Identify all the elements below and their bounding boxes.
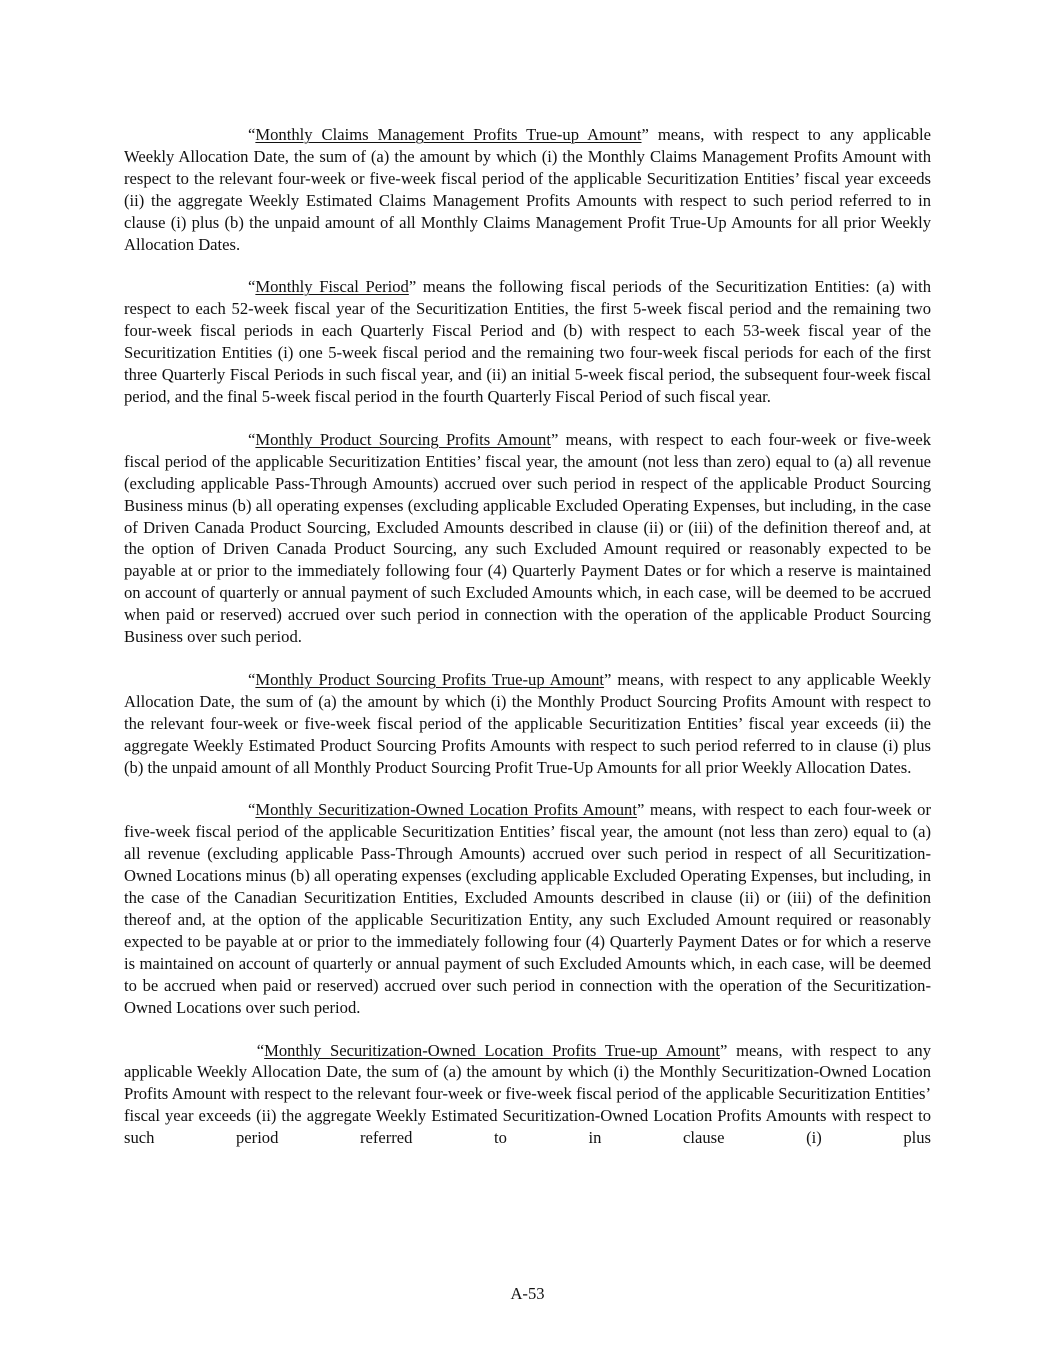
open-quote: “	[248, 1040, 265, 1060]
definition-paragraph	[124, 429, 931, 648]
definition-text: ” means, with respect to any applicable Weekly Allocation Date, the sum of (a) the amount by which (i) the Monthly Claims Management Profits Amount with respect to the relevant four-week or five-week fiscal period of the applicable Securitization Entities’ fiscal year exceeds (ii) the aggregate Weekly Estimated Claims Management Profits Amounts with respect to such period referred to in clause (i) plus (b) the unpaid amount of all Monthly Claims Management Profit True-Up Amounts for all prior Weekly Allocation Dates.	[124, 125, 931, 254]
defined-term: Monthly Securitization-Owned Location Profits Amount	[255, 800, 637, 820]
open-quote: “	[248, 669, 256, 689]
page-number: A-53	[510, 1284, 545, 1303]
defined-term: Monthly Claims Management Profits True-up Amount	[255, 125, 642, 144]
open-quote: “	[248, 429, 256, 449]
definition-text: ” means, with respect to each four-week or five-week fiscal period of the applicable Securitization Entities’ fiscal year, the amount (not less than zero) equal to (a) all revenue (excluding applicable Pass-Through Amounts) accrued over such period in respect of all Securitization-Owned Locations minus (b) all operating expenses (excluding applicable Excluded Operating Expenses, but including, in the case of the Canadian Securitization Entities, Excluded Amounts described in clause (ii) or (iii) of the definition thereof and, at the option of the applicable Securitization Entity, any such Excluded Amount required or reasonably expected to be payable at or prior to the immediately following four (4) Quarterly Payment Dates or for which a reserve is maintained on account of quarterly or annual payment of such Excluded Amounts which, in each case, will be deemed to be accrued when paid or reserved) accrued over such period in connection with the operation of the Securitization-Owned Locations over such period.	[124, 800, 932, 1017]
definition-paragraph	[124, 669, 931, 779]
defined-term: Monthly Securitization-Owned Location Profits True-up Amount	[264, 1040, 720, 1060]
definition-text: ” means, with respect to each four-week or five-week fiscal period of the applicable Securitization Entities’ fiscal year, the amount (not less than zero) equal to (a) all revenue (excluding applicable Pass-Through Amounts) accrued over such period in respect of the applicable Product Sourcing Business minus (b) all operating expenses (excluding applicable Excluded Operating Expenses, but including, in the case of Driven Canada Product Sourcing, Excluded Amounts described in clause (ii) or (iii) of the definition thereof and, at the option of Driven Canada Product Sourcing, any such Excluded Amount required or reasonably expected to be payable at or prior to the immediately following four (4) Quarterly Payment Dates or for which a reserve is maintained on account of quarterly or annual payment of such Excluded Amounts which, in each case, will be deemed to be accrued when paid or reserved) accrued over such period in connection with the operation of the applicable Product Sourcing Business over such period.	[124, 429, 931, 647]
definition-paragraph	[124, 799, 931, 1018]
definition-text: ” means, with respect to any applicable Weekly Allocation Date, the sum of (a) the amount by which (i) the Monthly Product Sourcing Profits Amount with respect to the relevant four-week or five-week fiscal period of the applicable Securitization Entities’ fiscal year exceeds (ii) the aggregate Weekly Estimated Product Sourcing Profits Amounts with respect to such period referred to in clause (i) plus (b) the unpaid amount of all Monthly Product Sourcing Profit True-Up Amounts for all prior Weekly Allocation Dates.	[124, 669, 931, 777]
definition-paragraph	[124, 276, 931, 407]
open-quote: “	[248, 125, 256, 144]
definition-paragraph	[124, 124, 931, 255]
document-body	[124, 124, 931, 1170]
definition-text: ” means, with respect to any applicable Weekly Allocation Date, the sum of (a) the amount by which (i) the Monthly Securitization-Owned Location Profits Amount with respect to the relevant four-week or five-week fiscal period of the applicable Securitization Entities’ fiscal year exceeds (ii) the aggregate Weekly Estimated Securitization-Owned Location Profits Amounts with respect to such period referred to in clause (i) plus	[124, 1040, 931, 1148]
defined-term: Monthly Fiscal Period	[255, 277, 409, 297]
defined-term: Monthly Product Sourcing Profits Amount	[255, 429, 551, 449]
open-quote: “	[248, 800, 256, 820]
defined-term: Monthly Product Sourcing Profits True-up Amount	[255, 669, 605, 689]
definition-text: ” means the following fiscal periods of the Securitization Entities: (a) with respect to each 52-week fiscal year of the Securitization Entities, the first 5-week fiscal period and the remaining two four-week fiscal periods in each Quarterly Fiscal Period and (b) with respect to each 53-week fiscal year of the Securitization Entities (i) one 5-week fiscal period and the remaining two four-week fiscal periods for each of the first three Quarterly Fiscal Periods in such fiscal year, and (ii) an initial 5-week fiscal period, the subsequent four-week fiscal period, and the final 5-week fiscal period in the fourth Quarterly Fiscal Period of such fiscal year.	[124, 277, 932, 406]
open-quote: “	[248, 277, 256, 297]
definition-paragraph	[124, 1040, 931, 1150]
